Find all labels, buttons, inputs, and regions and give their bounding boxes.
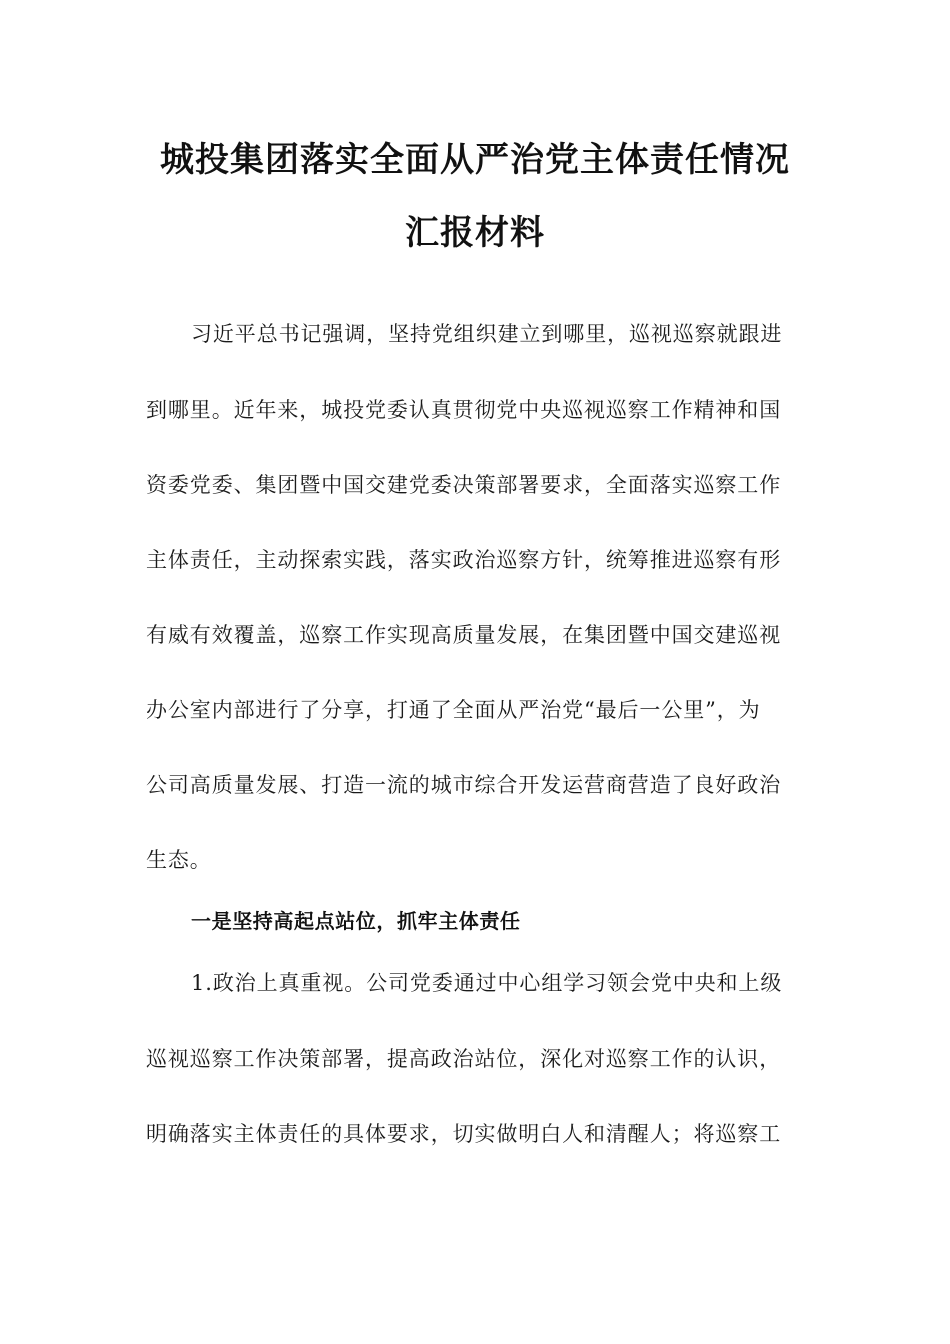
paragraph-line: 巡视巡察工作决策部署，提高政治站位，深化对巡察工作的认识， [146, 1047, 782, 1071]
paragraph-line: 有威有效覆盖，巡察工作实现高质量发展，在集团暨中国交建巡视 [146, 623, 782, 647]
paragraph-line: 公司高质量发展、打造一流的城市综合开发运营商营造了良好政治 [146, 773, 782, 797]
document-title-line-1: 城投集团落实全面从严治党主体责任情况 [160, 140, 790, 180]
paragraph-line: 到哪里。近年来，城投党委认真贯彻党中央巡视巡察工作精神和国 [146, 398, 782, 422]
paragraph-line: 办公室内部进行了分享，打通了全面从严治党“最后一公里”，为 [146, 698, 761, 722]
document-body [146, 0, 796, 1344]
paragraph-line: 生态。 [146, 848, 212, 872]
paragraph-line: 明确落实主体责任的具体要求，切实做明白人和清醒人；将巡察工 [146, 1122, 782, 1146]
paragraph-line: 习近平总书记强调，坚持党组织建立到哪里，巡视巡察就跟进 [191, 322, 783, 346]
paragraph-line: 资委党委、集团暨中国交建党委决策部署要求，全面落实巡察工作 [146, 473, 782, 497]
paragraph-line: 1.政治上真重视。公司党委通过中心组学习领会党中央和上级 [191, 971, 783, 995]
section-heading: 一是坚持高起点站位，抓牢主体责任 [191, 909, 521, 933]
document-title-line-2: 汇报材料 [405, 213, 545, 253]
paragraph-line: 主体责任，主动探索实践，落实政治巡察方针，统筹推进巡察有形 [146, 548, 782, 572]
